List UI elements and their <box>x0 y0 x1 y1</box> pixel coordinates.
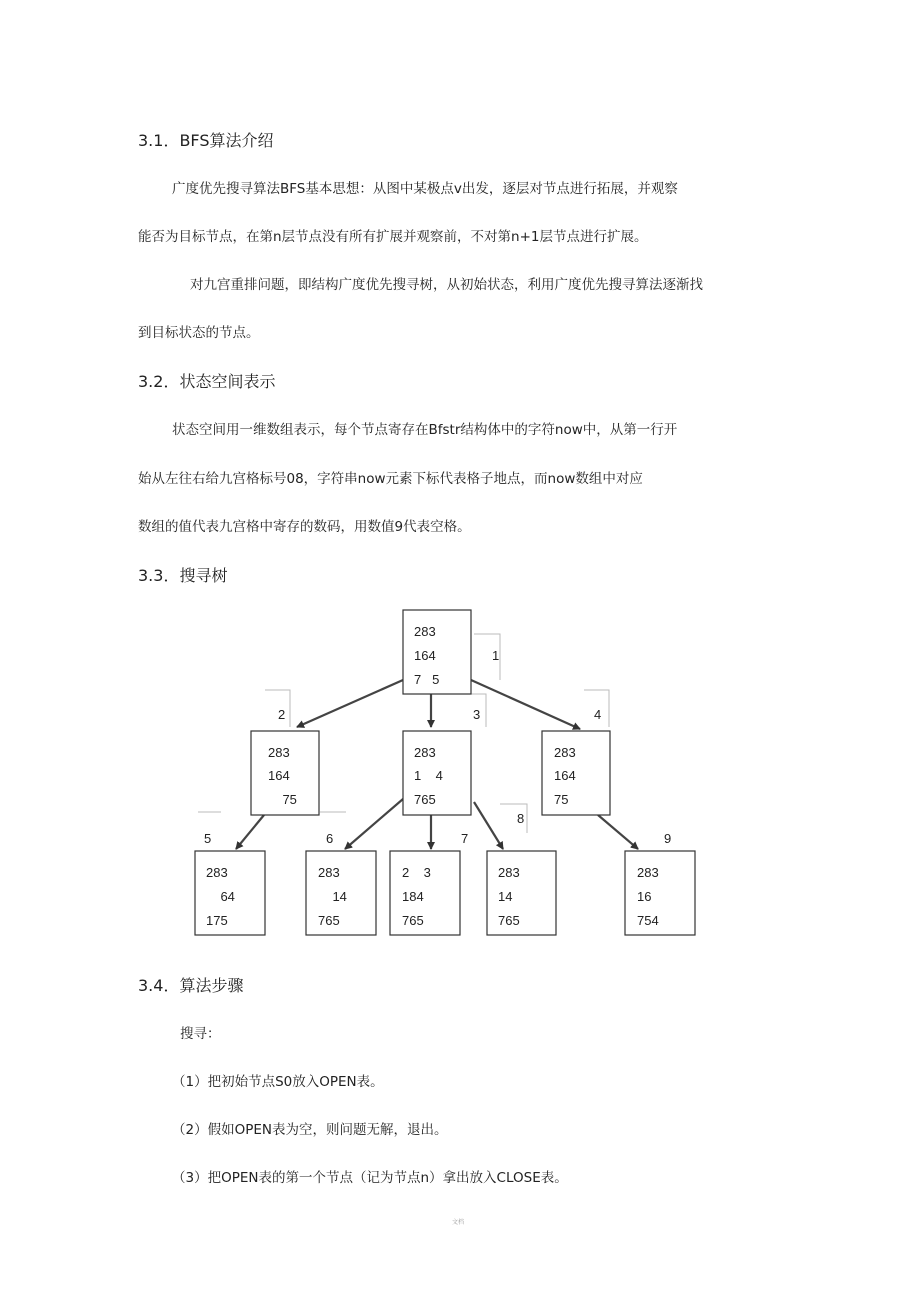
paragraph-line: 对九宫重排问题，即结构广度优先搜寻树，从初始状态，利用广度优先搜寻算法逐渐找 <box>190 277 703 293</box>
tree-node-cell: 14 <box>318 889 347 904</box>
paragraph-line: 状态空间用一维数组表示，每个节点寄存在Bfstr结构体中的字符now中，从第一行开 <box>172 422 678 438</box>
tree-node-cell: 283 <box>414 745 436 760</box>
tree-node-label: 8 <box>517 811 525 826</box>
tree-edge <box>474 802 503 849</box>
paragraph-line: 始从左往右给九宫格标号08，字符串now元素下标代表格子地点，而now数组中对应 <box>138 471 643 487</box>
tree-node-cell: 64 <box>206 889 235 904</box>
tree-node-cell: 164 <box>414 648 436 663</box>
tree-node-cell: 75 <box>554 792 569 807</box>
tree-node-cell: 283 <box>637 865 659 880</box>
paragraph-line: 到目标状态的节点。 <box>138 325 260 341</box>
paragraph-line: 搜寻： <box>180 1026 221 1042</box>
tree-node-cell: 2 3 <box>402 865 431 880</box>
tree-node-box <box>542 731 610 815</box>
tree-node-cell: 1 4 <box>414 768 443 783</box>
tree-node-box <box>390 851 460 935</box>
tree-node-cell: 164 <box>268 768 290 783</box>
section-heading-state-space: 3.2．状态空间表示 <box>138 372 276 391</box>
tree-node-label: 3 <box>473 707 481 722</box>
paragraph-line: 广度优先搜寻算法BFS基本思想：从图中某极点v出发，逐层对节点进行拓展，并观察 <box>172 181 678 197</box>
tree-node-cell: 283 <box>318 865 340 880</box>
tree-node-cell: 283 <box>414 624 436 639</box>
tree-node-cell: 175 <box>206 913 228 928</box>
page-footer: 文档 <box>452 1219 465 1226</box>
section-heading-algorithm-steps: 3.4．算法步骤 <box>138 976 244 995</box>
tree-node-cell: 7 5 <box>414 672 440 687</box>
tree-node-cell: 164 <box>554 768 576 783</box>
section-heading-bfs: 3.1．BFS算法介绍 <box>138 131 274 150</box>
step-item: （1）把初始节点S0放入OPEN表。 <box>172 1074 384 1090</box>
tree-edge <box>598 815 638 849</box>
paragraph-line: 数组的值代表九宫格中寄存的数码，用数值9代表空格。 <box>138 519 471 535</box>
tree-node-cell: 754 <box>637 913 659 928</box>
tree-node-cell: 16 <box>637 889 652 904</box>
tree-edge <box>297 680 403 727</box>
tree-node-cell: 283 <box>554 745 576 760</box>
tree-node-label: 2 <box>278 707 286 722</box>
tree-node-cell: 765 <box>318 913 340 928</box>
tree-node-cell: 283 <box>206 865 228 880</box>
tree-edge <box>345 799 403 849</box>
tree-node-cell: 184 <box>402 889 424 904</box>
tree-node-label: 7 <box>461 831 469 846</box>
step-item: （2）假如OPEN表为空，则问题无解，退出。 <box>172 1122 448 1138</box>
tree-node-label: 6 <box>326 831 334 846</box>
tree-node-cell: 283 <box>498 865 520 880</box>
tree-node-cell: 765 <box>402 913 424 928</box>
tree-node-cell: 14 <box>498 889 513 904</box>
tree-node-box <box>625 851 695 935</box>
tree-node-cell: 283 <box>268 745 290 760</box>
tree-edge <box>236 815 264 849</box>
tree-node-cell: 75 <box>268 792 297 807</box>
section-heading-search-tree: 3.3．搜寻树 <box>138 566 228 585</box>
tree-node-label: 9 <box>664 831 672 846</box>
tree-node-cell: 765 <box>414 792 436 807</box>
tree-node-cell: 765 <box>498 913 520 928</box>
tree-node-label: 4 <box>594 707 602 722</box>
step-item: （3）把OPEN表的第一个节点（记为节点n）拿出放入CLOSE表。 <box>172 1170 568 1186</box>
tree-node-label: 5 <box>204 831 212 846</box>
paragraph-line: 能否为目标节点，在第n层节点没有所有扩展并观察前，不对第n+1层节点进行扩展。 <box>138 229 648 245</box>
tree-node-label: 1 <box>492 648 500 663</box>
tree-edge <box>471 680 580 729</box>
